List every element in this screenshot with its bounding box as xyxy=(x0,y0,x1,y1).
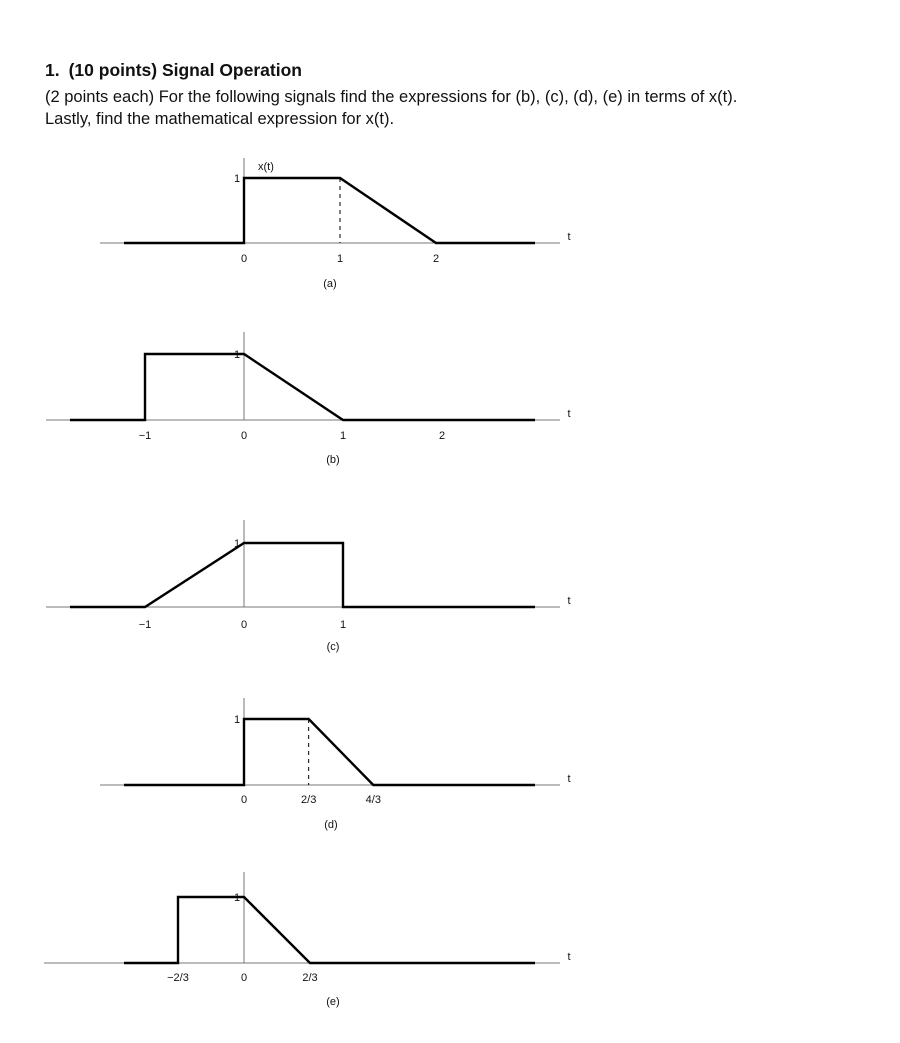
axis-label-t: t xyxy=(567,773,571,785)
tick-label: 0 xyxy=(240,619,248,631)
tick-label: 2/3 xyxy=(302,972,318,984)
tick-label: 1 xyxy=(339,619,347,631)
plot-caption: (e) xyxy=(326,996,340,1008)
tick-label: 1 xyxy=(339,430,347,442)
tick-label: 0 xyxy=(240,430,248,442)
signal-waveform xyxy=(70,543,535,607)
signal-waveform xyxy=(124,897,535,963)
amplitude-label: 1 xyxy=(233,892,241,904)
amplitude-label: 1 xyxy=(233,349,241,361)
problem-number: 1. xyxy=(45,60,60,80)
axis-label-t: t xyxy=(567,595,571,607)
amplitude-label: 1 xyxy=(233,714,241,726)
tick-label: −2/3 xyxy=(167,972,189,984)
plot-caption: (c) xyxy=(326,641,340,653)
signal-waveform xyxy=(70,354,535,420)
tick-label: 0 xyxy=(240,972,248,984)
tick-label: 0 xyxy=(240,253,248,265)
tick-label: −1 xyxy=(138,430,152,442)
tick-label: 2 xyxy=(438,430,446,442)
description-line-1: (2 points each) For the following signals find the expressions for (b), (c), (d), (e) in terms of x(t). xyxy=(45,88,738,106)
amplitude-label: 1 xyxy=(233,538,241,550)
signal-waveform xyxy=(124,178,535,243)
tick-label: −1 xyxy=(138,619,152,631)
tick-label: 1 xyxy=(336,253,344,265)
amplitude-label: 1 xyxy=(233,173,241,185)
tick-label: 4/3 xyxy=(365,794,381,806)
tick-label: 0 xyxy=(240,794,248,806)
signal-label: x(t) xyxy=(258,161,274,173)
problem-title: (10 points) Signal Operation xyxy=(68,60,302,80)
axis-label-t: t xyxy=(567,231,571,243)
axis-label-t: t xyxy=(567,951,571,963)
description-line-2: Lastly, find the mathematical expression for x(t). xyxy=(45,110,395,128)
plot-caption: (a) xyxy=(323,278,337,290)
tick-label: 2 xyxy=(432,253,440,265)
plot-caption: (d) xyxy=(324,819,338,831)
plot-caption: (b) xyxy=(326,454,340,466)
tick-label: 2/3 xyxy=(301,794,317,806)
signal-waveform xyxy=(124,719,535,785)
axis-label-t: t xyxy=(567,408,571,420)
